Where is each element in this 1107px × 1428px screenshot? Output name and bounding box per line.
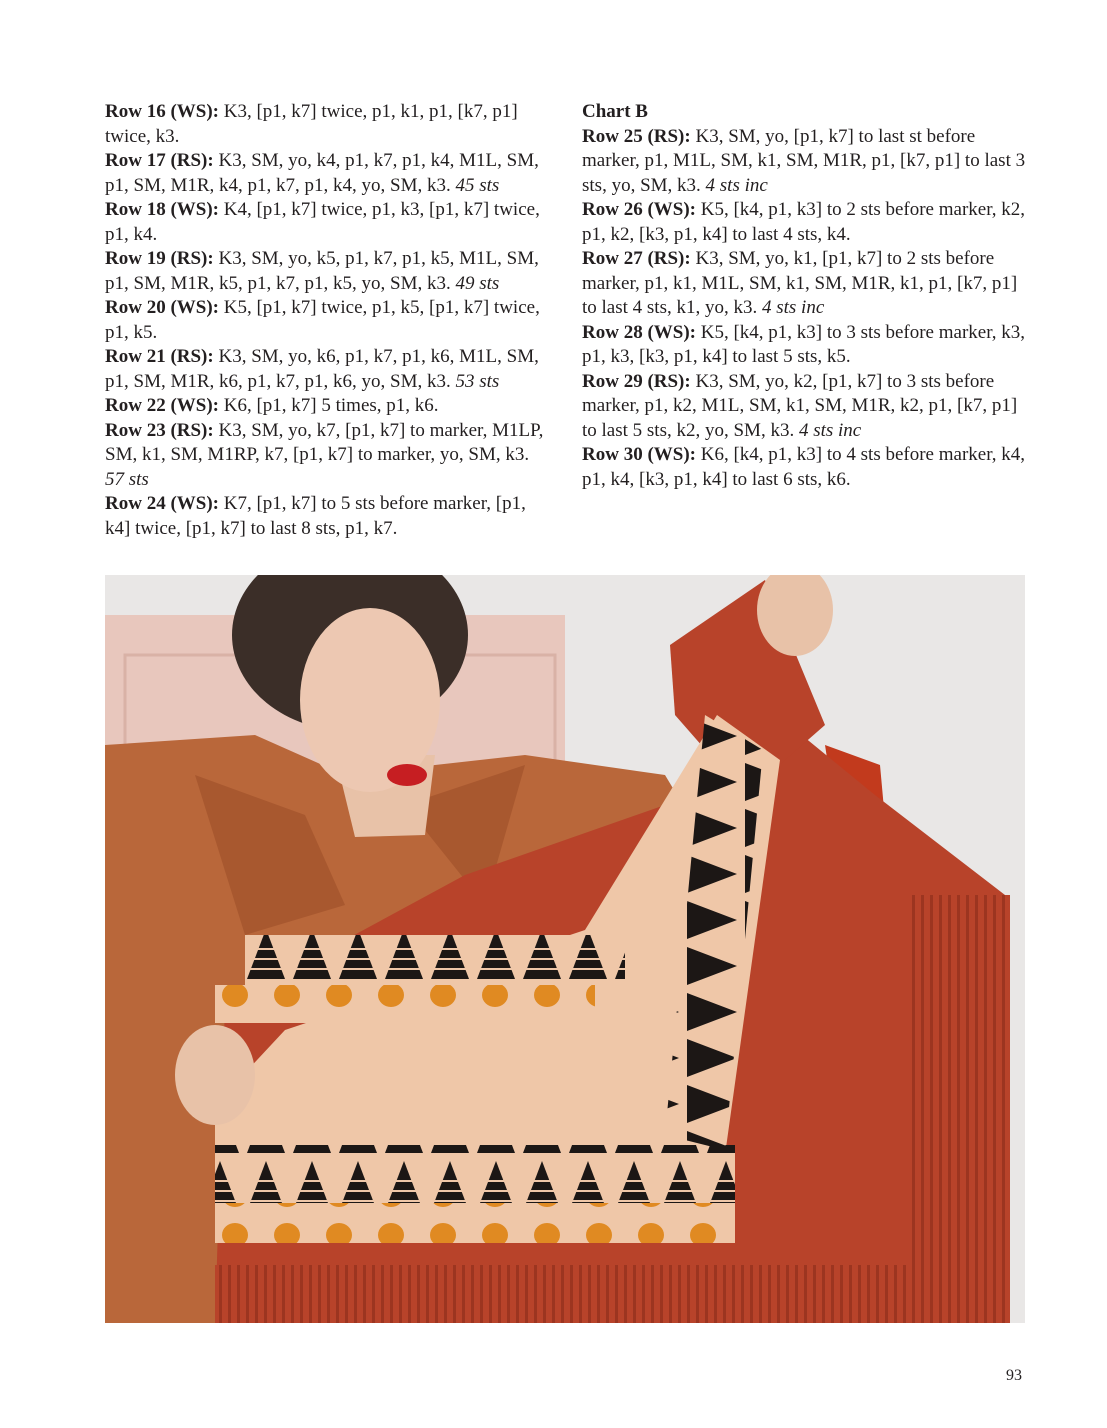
row-instruction — [105, 296, 550, 345]
row-label: Row 29 (RS): — [582, 370, 691, 392]
row-instruction — [105, 492, 550, 541]
row-text: K4, [p1, k7] twice, p1, k3, [p1, k7] twice, p1, k4. — [105, 199, 540, 245]
lips — [387, 764, 427, 786]
row-label: Row 23 (RS): — [105, 419, 214, 441]
row-stitch-count: 57 sts — [105, 468, 149, 490]
row-text: K3, SM, yo, k7, [p1, k7] to marker, M1LP, SM, k1, SM, M1RP, k7, [p1, k7] to marker, yo, SM, k3. — [105, 419, 544, 465]
instructions-left-column — [105, 100, 550, 541]
row-label: Row 19 (RS): — [105, 248, 214, 269]
row-label: Row 30 (WS): — [582, 444, 696, 465]
row-label: Row 27 (RS): — [582, 248, 691, 269]
row-text: K3, SM, yo, k6, p1, k7, p1, k6, M1L, SM, p1, SM, M1R, k6, p1, k7, p1, k6, yo, SM, k3. — [105, 346, 539, 392]
row-label: Row 24 (WS): — [105, 493, 219, 514]
row-instruction — [582, 321, 1032, 370]
row-stitch-count: 53 sts — [455, 370, 500, 392]
row-instruction — [105, 149, 550, 198]
row-text: K3, [p1, k7] twice, p1, k1, p1, [k7, p1] twice, k3. — [105, 101, 518, 147]
shawl-ribbed-bottom — [215, 1265, 995, 1323]
row-instruction — [105, 247, 550, 296]
row-text: K5, [p1, k7] twice, p1, k5, [p1, k7] twice, p1, k5. — [105, 297, 540, 343]
page-number: 93 — [1006, 1367, 1022, 1384]
chart-b-heading: Chart B — [582, 101, 648, 122]
shawl-triangle-band-upper — [245, 935, 625, 985]
row-label: Row 16 (WS): — [105, 101, 219, 122]
shawl-photo — [105, 575, 1025, 1323]
row-label: Row 28 (WS): — [582, 321, 696, 343]
row-instruction — [105, 100, 550, 149]
shawl-triangle-band — [215, 1145, 735, 1203]
row-text: K6, [p1, k7] 5 times, p1, k6. — [219, 395, 439, 416]
row-instruction — [582, 443, 1032, 492]
row-text: K3, SM, yo, k5, p1, k7, p1, k5, M1L, SM, p1, SM, M1R, k5, p1, k7, p1, k5, yo, SM, k3. — [105, 248, 539, 294]
row-label: Row 26 (WS): — [582, 199, 696, 220]
shawl-ribbed-edge — [910, 895, 1010, 1323]
row-text: K3, SM, yo, k1, [p1, k7] to 2 sts before marker, p1, k1, M1L, SM, k1, SM, M1R, k1, p1, [k7, p1] to last 4 sts, k1, yo, k3. — [582, 248, 1018, 318]
row-text: K6, [k4, p1, k3] to 4 sts before marker, k4, p1, k4, [k3, p1, k4] to last 6 sts, k6. — [582, 444, 1026, 490]
shawl-dot-band-upper — [215, 985, 595, 1023]
row-text: K5, [k4, p1, k3] to 3 sts before marker, k3, p1, k3, [k3, p1, k4] to last 5 sts, k5. — [582, 321, 1026, 367]
row-instruction — [105, 419, 550, 493]
row-text: K3, SM, yo, [p1, k7] to last st before marker, p1, M1L, SM, k1, SM, M1R, p1, [k7, p1] to last 3 sts, yo, SM, k3. — [582, 125, 1026, 196]
row-label: Row 18 (WS): — [105, 199, 219, 220]
row-label: Row 21 (RS): — [105, 346, 214, 367]
row-instruction — [582, 125, 1032, 199]
row-text: K5, [k4, p1, k3] to 2 sts before marker, k2, p1, k2, [k3, p1, k4] to last 4 sts, k4. — [582, 199, 1026, 245]
row-label: Row 20 (WS): — [105, 297, 219, 318]
row-text: K3, SM, yo, k4, p1, k7, p1, k4, M1L, SM, p1, SM, M1R, k4, p1, k7, p1, k4, yo, SM, k3. — [105, 150, 539, 196]
row-instruction — [582, 198, 1032, 247]
instructions-right-column — [582, 100, 1032, 492]
row-stitch-count: 49 sts — [455, 272, 500, 294]
row-text: K7, [p1, k7] to 5 sts before marker, [p1, k4] twice, [p1, k7] to last 8 sts, p1, k7. — [105, 493, 526, 539]
row-label: Row 22 (WS): — [105, 395, 219, 416]
row-instruction — [105, 394, 550, 419]
row-instruction — [105, 198, 550, 247]
row-text: K3, SM, yo, k2, [p1, k7] to 3 sts before marker, p1, k2, M1L, SM, k1, SM, M1R, k2, p1, [k7, p1] to last 5 sts, k2, yo, SM, k3. — [582, 370, 1018, 441]
row-label: Row 17 (RS): — [105, 150, 214, 171]
row-label: Row 25 (RS): — [582, 125, 691, 147]
row-instruction — [582, 370, 1032, 444]
row-instruction — [105, 345, 550, 394]
row-stitch-count: 4 sts inc — [761, 297, 825, 318]
row-stitch-count: 4 sts inc — [798, 419, 862, 441]
row-stitch-count: 4 sts inc — [705, 174, 768, 196]
row-instruction — [582, 247, 1032, 321]
shawl-dot-band — [215, 1203, 735, 1243]
row-stitch-count: 45 sts — [455, 174, 500, 196]
left-hand — [175, 1025, 255, 1125]
face — [300, 608, 440, 792]
